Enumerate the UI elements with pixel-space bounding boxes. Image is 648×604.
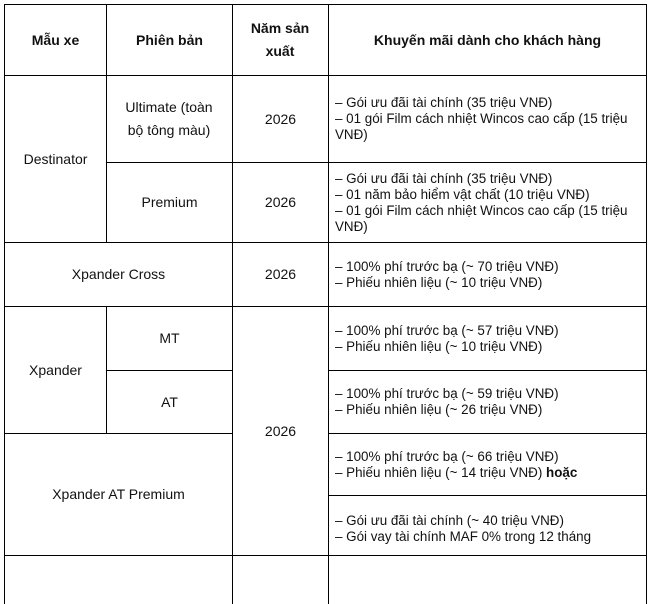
promo-premium	[329, 163, 646, 242]
promo-line: – 100% phí trước bạ (~ 70 triệu VNĐ)	[335, 258, 559, 274]
promo-line: – 100% phí trước bạ (~ 66 triệu VNĐ)	[335, 448, 559, 464]
promo-line: – 100% phí trước bạ (~ 57 triệu VNĐ)	[335, 322, 559, 338]
promo-xpander-at-premium-b	[329, 496, 646, 555]
promo-line: – 01 gói Film cách nhiệt Wincos cao cấp (15 triệu VNĐ)	[335, 111, 628, 142]
promo-or-label: hoặc	[546, 464, 578, 480]
promo-line: – Gói ưu đãi tài chính (35 triệu VNĐ)	[335, 95, 553, 110]
model-destinator: Destinator	[23, 150, 88, 167]
promo-line: – 01 gói Film cách nhiệt Wincos cao cấp (15 triệu VNĐ)	[335, 202, 628, 234]
promo-xpander-mt	[329, 307, 646, 370]
promo-line: – Gói ưu đãi tài chính (35 triệu VNĐ)	[335, 170, 553, 186]
model-xpander: Xpander	[29, 361, 82, 378]
version-at: AT	[161, 393, 178, 410]
promo-xpander-at	[329, 371, 646, 433]
header-promo: Khuyến mãi dành cho khách hàng	[373, 31, 602, 48]
header-version: Phiên bản	[136, 31, 203, 48]
year-ultimate: 2026	[264, 110, 297, 127]
promo-line: – Phiếu nhiên liệu (~ 10 triệu VNĐ)	[335, 338, 543, 354]
promo-xpander-at-premium-a	[329, 434, 646, 495]
header-model: Mẫu xe	[31, 31, 80, 48]
version-mt: MT	[159, 330, 180, 346]
promo-line: – 01 năm bảo hiểm vật chất (10 triệu VNĐ)	[335, 186, 590, 202]
model-xpander-at-premium: Xpander AT Premium	[52, 486, 185, 502]
year-xpander-cross: 2026	[264, 266, 297, 282]
promo-line: – 100% phí trước bạ (~ 59 triệu VNĐ)	[335, 386, 559, 401]
promo-line: – Gói vay tài chính MAF 0% trong 12 tháng	[335, 528, 592, 544]
promo-line-text: – Phiếu nhiên liệu (~ 14 triệu VNĐ)	[335, 464, 543, 480]
year-xpander-group: 2026	[264, 422, 297, 439]
promotion-table	[4, 4, 647, 604]
version-ultimate: Ultimate (toàn bộ tông màu)	[125, 99, 213, 138]
promo-ultimate	[329, 76, 646, 162]
header-year: Năm sản xuất	[250, 20, 310, 59]
version-premium: Premium	[141, 194, 198, 210]
model-xpander-cross: Xpander Cross	[71, 266, 166, 282]
promo-line	[335, 465, 628, 481]
promo-line: – Phiếu nhiên liệu (~ 26 triệu VNĐ)	[335, 402, 543, 417]
promo-line: – Gói ưu đãi tài chính (~ 40 triệu VNĐ)	[335, 512, 564, 528]
promo-xpander-cross	[329, 243, 646, 306]
promo-line: – Phiếu nhiên liệu (~ 10 triệu VNĐ)	[335, 274, 543, 290]
year-premium: 2026	[264, 194, 297, 210]
